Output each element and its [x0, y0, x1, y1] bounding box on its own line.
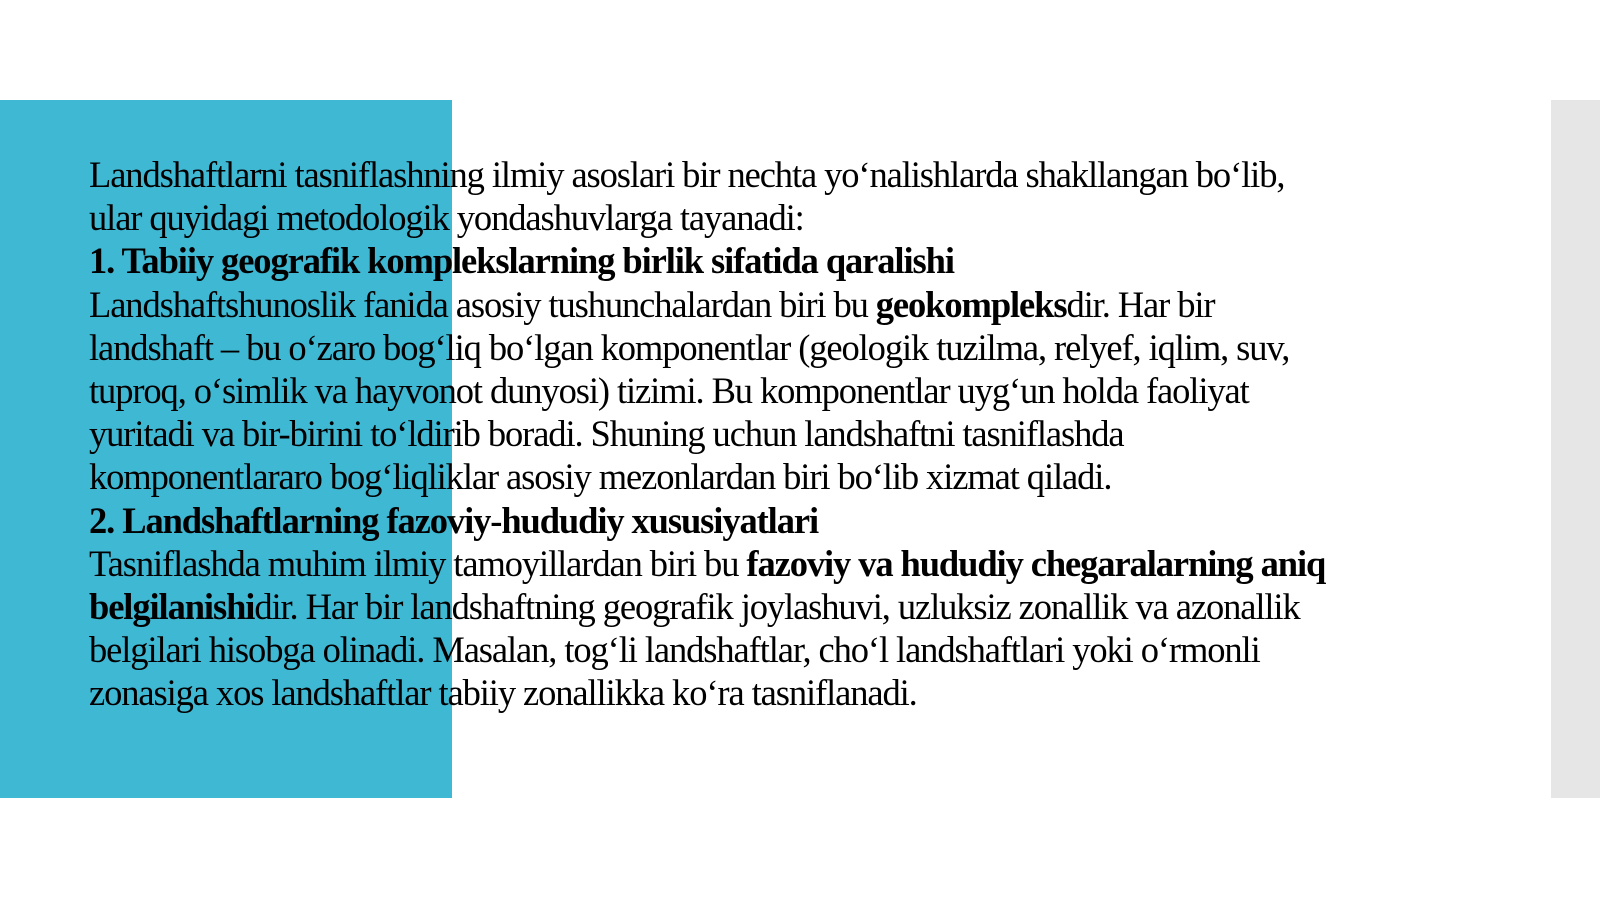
text-run: dir. Har bir landshaftning geografik joylashuvi, uzluksiz zonallik va azonallik: [254, 586, 1300, 628]
text-run: dir. Har bir: [1066, 283, 1215, 325]
intro-line: Landshaftlarni tasniflashning ilmiy asoslari bir nechta yo‘nalishlarda shakllangan bo‘lib,: [89, 154, 1285, 195]
section-heading: 2. Landshaftlarning fazoviy-hududiy xususiyatlari: [89, 499, 819, 541]
bold-term: fazoviy va hududiy chegaralarning aniq: [746, 542, 1326, 584]
paragraph-line: landshaft – bu o‘zaro bog‘liq bo‘lgan komponentlar (geologik tuzilma, relyef, iqlim, suv,: [89, 326, 1290, 368]
paragraph-line: [89, 585, 1569, 628]
intro-line: ular quyidagi metodologik yondashuvlarga tayanadi:: [89, 197, 804, 239]
paragraph-line: [89, 542, 1569, 585]
bold-term: belgilanishi: [89, 586, 255, 628]
text-run: Tasniflashda muhim ilmiy tamoyillardan biri bu: [89, 542, 747, 584]
paragraph-line: tuproq, o‘simlik va hayvonot dunyosi) tizimi. Bu komponentlar uyg‘un holda faoliyat: [89, 370, 1249, 412]
text-body: [89, 153, 1569, 715]
section-heading: 1. Tabiiy geografik komplekslarning birlik sifatida qaralishi: [89, 240, 954, 282]
paragraph-line: belgilari hisobga olinadi. Masalan, tog‘li landshaftlar, cho‘l landshaftlari yoki o‘rmonli: [89, 629, 1260, 671]
text-run: Landshaftshunoslik fanida asosiy tushunchalardan biri bu: [89, 283, 876, 325]
paragraph-line: zonasiga xos landshaftlar tabiiy zonallikka ko‘ra tasniflanadi.: [89, 672, 917, 714]
paragraph-line: yuritadi va bir-birini to‘ldirib boradi. Shuning uchun landshaftni tasniflashda: [89, 413, 1124, 455]
paragraph-line: [89, 283, 1569, 326]
bold-term: geokompleks: [875, 283, 1067, 325]
paragraph-line: komponentlararo bog‘liqliklar asosiy mezonlardan biri bo‘lib xizmat qiladi.: [89, 456, 1112, 498]
